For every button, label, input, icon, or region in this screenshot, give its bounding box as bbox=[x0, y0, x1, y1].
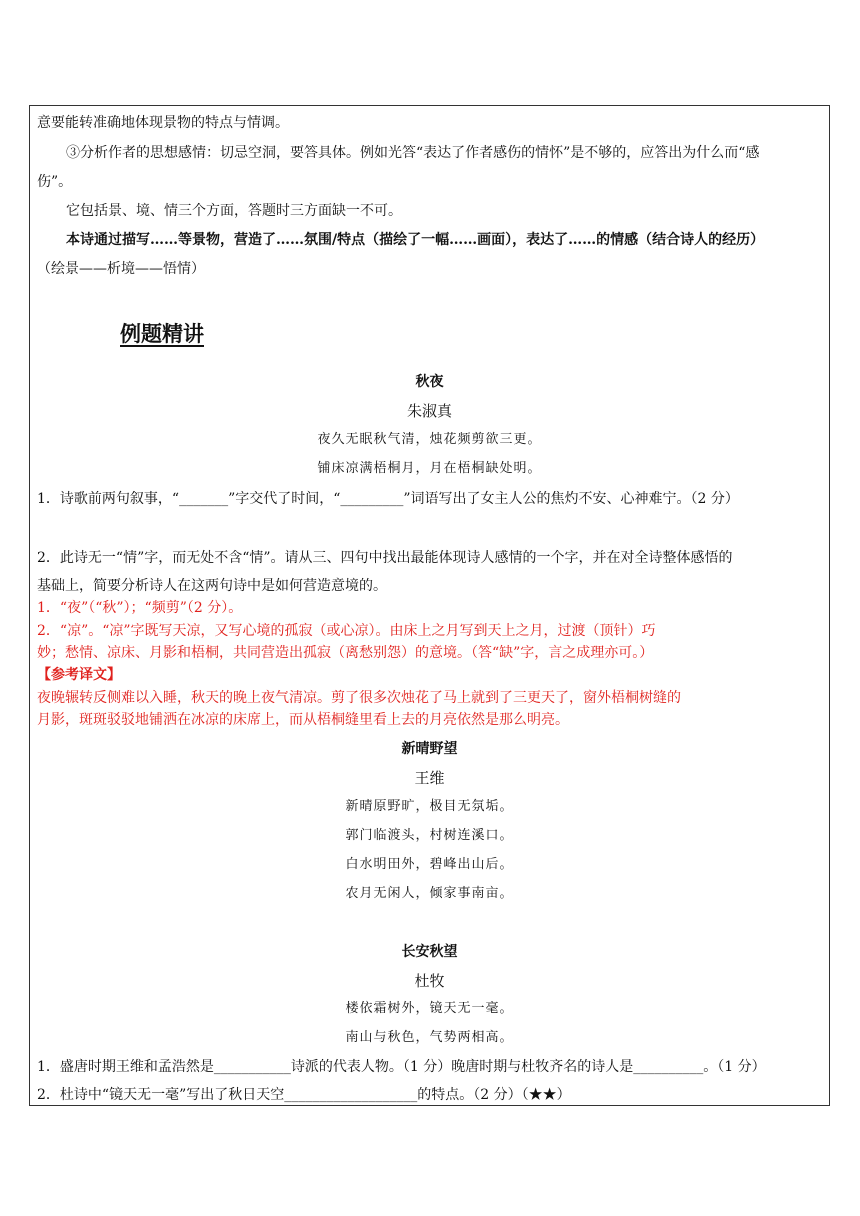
answer1-2b: 妙；愁情、凉床、月影和梧桐，共同营造出孤寂（离愁别怨）的意境。（答“缺”字，言之成理亦可。） bbox=[37, 645, 654, 661]
poem1-line: 铺床凉满梧桐月，月在梧桐缺处明。 bbox=[317, 461, 542, 476]
template-sentence: 本诗通过描写……等景物，营造了……氛围/特点（描绘了一幅……画面），表达了……的情感（结合诗人的经历） bbox=[66, 232, 765, 248]
section-title: 例题精讲 bbox=[120, 321, 204, 346]
template-steps: （绘景——析境——悟情） bbox=[37, 261, 205, 277]
answer1-1: 1．“夜”（“秋”）；“频剪”（2 分）。 bbox=[37, 600, 243, 616]
poem3-line: 楼依霜树外，镜天无一毫。 bbox=[345, 1001, 514, 1016]
poem2-title: 新晴野望 bbox=[401, 741, 458, 757]
answer1-2a: 2．“凉”。“凉”字既写天凉，又写心境的孤寂（或心凉）。由床上之月写到天上之月，过渡（顶针）巧 bbox=[37, 623, 656, 639]
reference-translation-line-2: 月影，斑斑驳驳地铺洒在冰凉的床席上，而从梧桐缝里看上去的月亮依然是那么明亮。 bbox=[37, 712, 569, 728]
question1-2b: 基础上，简要分析诗人在这两句诗中是如何营造意境的。 bbox=[37, 578, 387, 594]
question2-2: 2．杜诗中“镜天无一毫”写出了秋日天空___________________的特点。（2 分）（★★） bbox=[37, 1087, 571, 1103]
reference-translation-line-1: 夜晚辗转反侧难以入睡，秋天的晚上夜气清凉。剪了很多次烛花了马上就到了三更天了，窗外梧桐树缝的 bbox=[37, 690, 681, 706]
poem3-line: 南山与秋色，气势两相高。 bbox=[345, 1030, 514, 1045]
poem3-author: 杜牧 bbox=[414, 972, 445, 990]
question2-1: 1．盛唐时期王维和孟浩然是___________诗派的代表人物。（1 分）晚唐时期与杜牧齐名的诗人是__________。（1 分） bbox=[37, 1059, 766, 1075]
question1-1: 1．诗歌前两句叙事，“_______”字交代了时间，“_________”词语写出了女主人公的焦灼不安、心神难宁。（2 分） bbox=[37, 491, 739, 507]
poem2-line: 农月无闲人，倾家事南亩。 bbox=[345, 886, 514, 901]
poem1-author: 朱淑真 bbox=[406, 402, 452, 420]
intro-line-4: 它包括景、境、情三个方面，答题时三方面缺一不可。 bbox=[66, 203, 402, 219]
poem2-line: 郭门临渡头，村树连溪口。 bbox=[345, 828, 514, 843]
poem2-line: 白水明田外，碧峰出山后。 bbox=[345, 857, 514, 872]
poem1-title: 秋夜 bbox=[415, 374, 444, 390]
reference-translation-label: 【参考译文】 bbox=[37, 667, 121, 683]
poem1-line: 夜久无眠秋气清，烛花频剪欲三更。 bbox=[317, 432, 542, 447]
intro-line-1: 意要能转准确地体现景物的特点与情调。 bbox=[37, 115, 289, 131]
poem3-title: 长安秋望 bbox=[401, 944, 458, 960]
poem2-author: 王维 bbox=[414, 769, 445, 787]
intro-line-2: ③分析作者的思想感情：切忌空洞，要答具体。例如光答“表达了作者感伤的情怀”是不够的，应答出为什么而“感 bbox=[66, 145, 760, 161]
poem2-line: 新晴原野旷，极目无氛垢。 bbox=[345, 799, 514, 814]
question1-2a: 2．此诗无一“情”字，而无处不含“情”。请从三、四句中找出最能体现诗人感情的一个字，并在对全诗整体感悟的 bbox=[37, 550, 733, 566]
intro-line-3: 伤”。 bbox=[37, 174, 73, 190]
